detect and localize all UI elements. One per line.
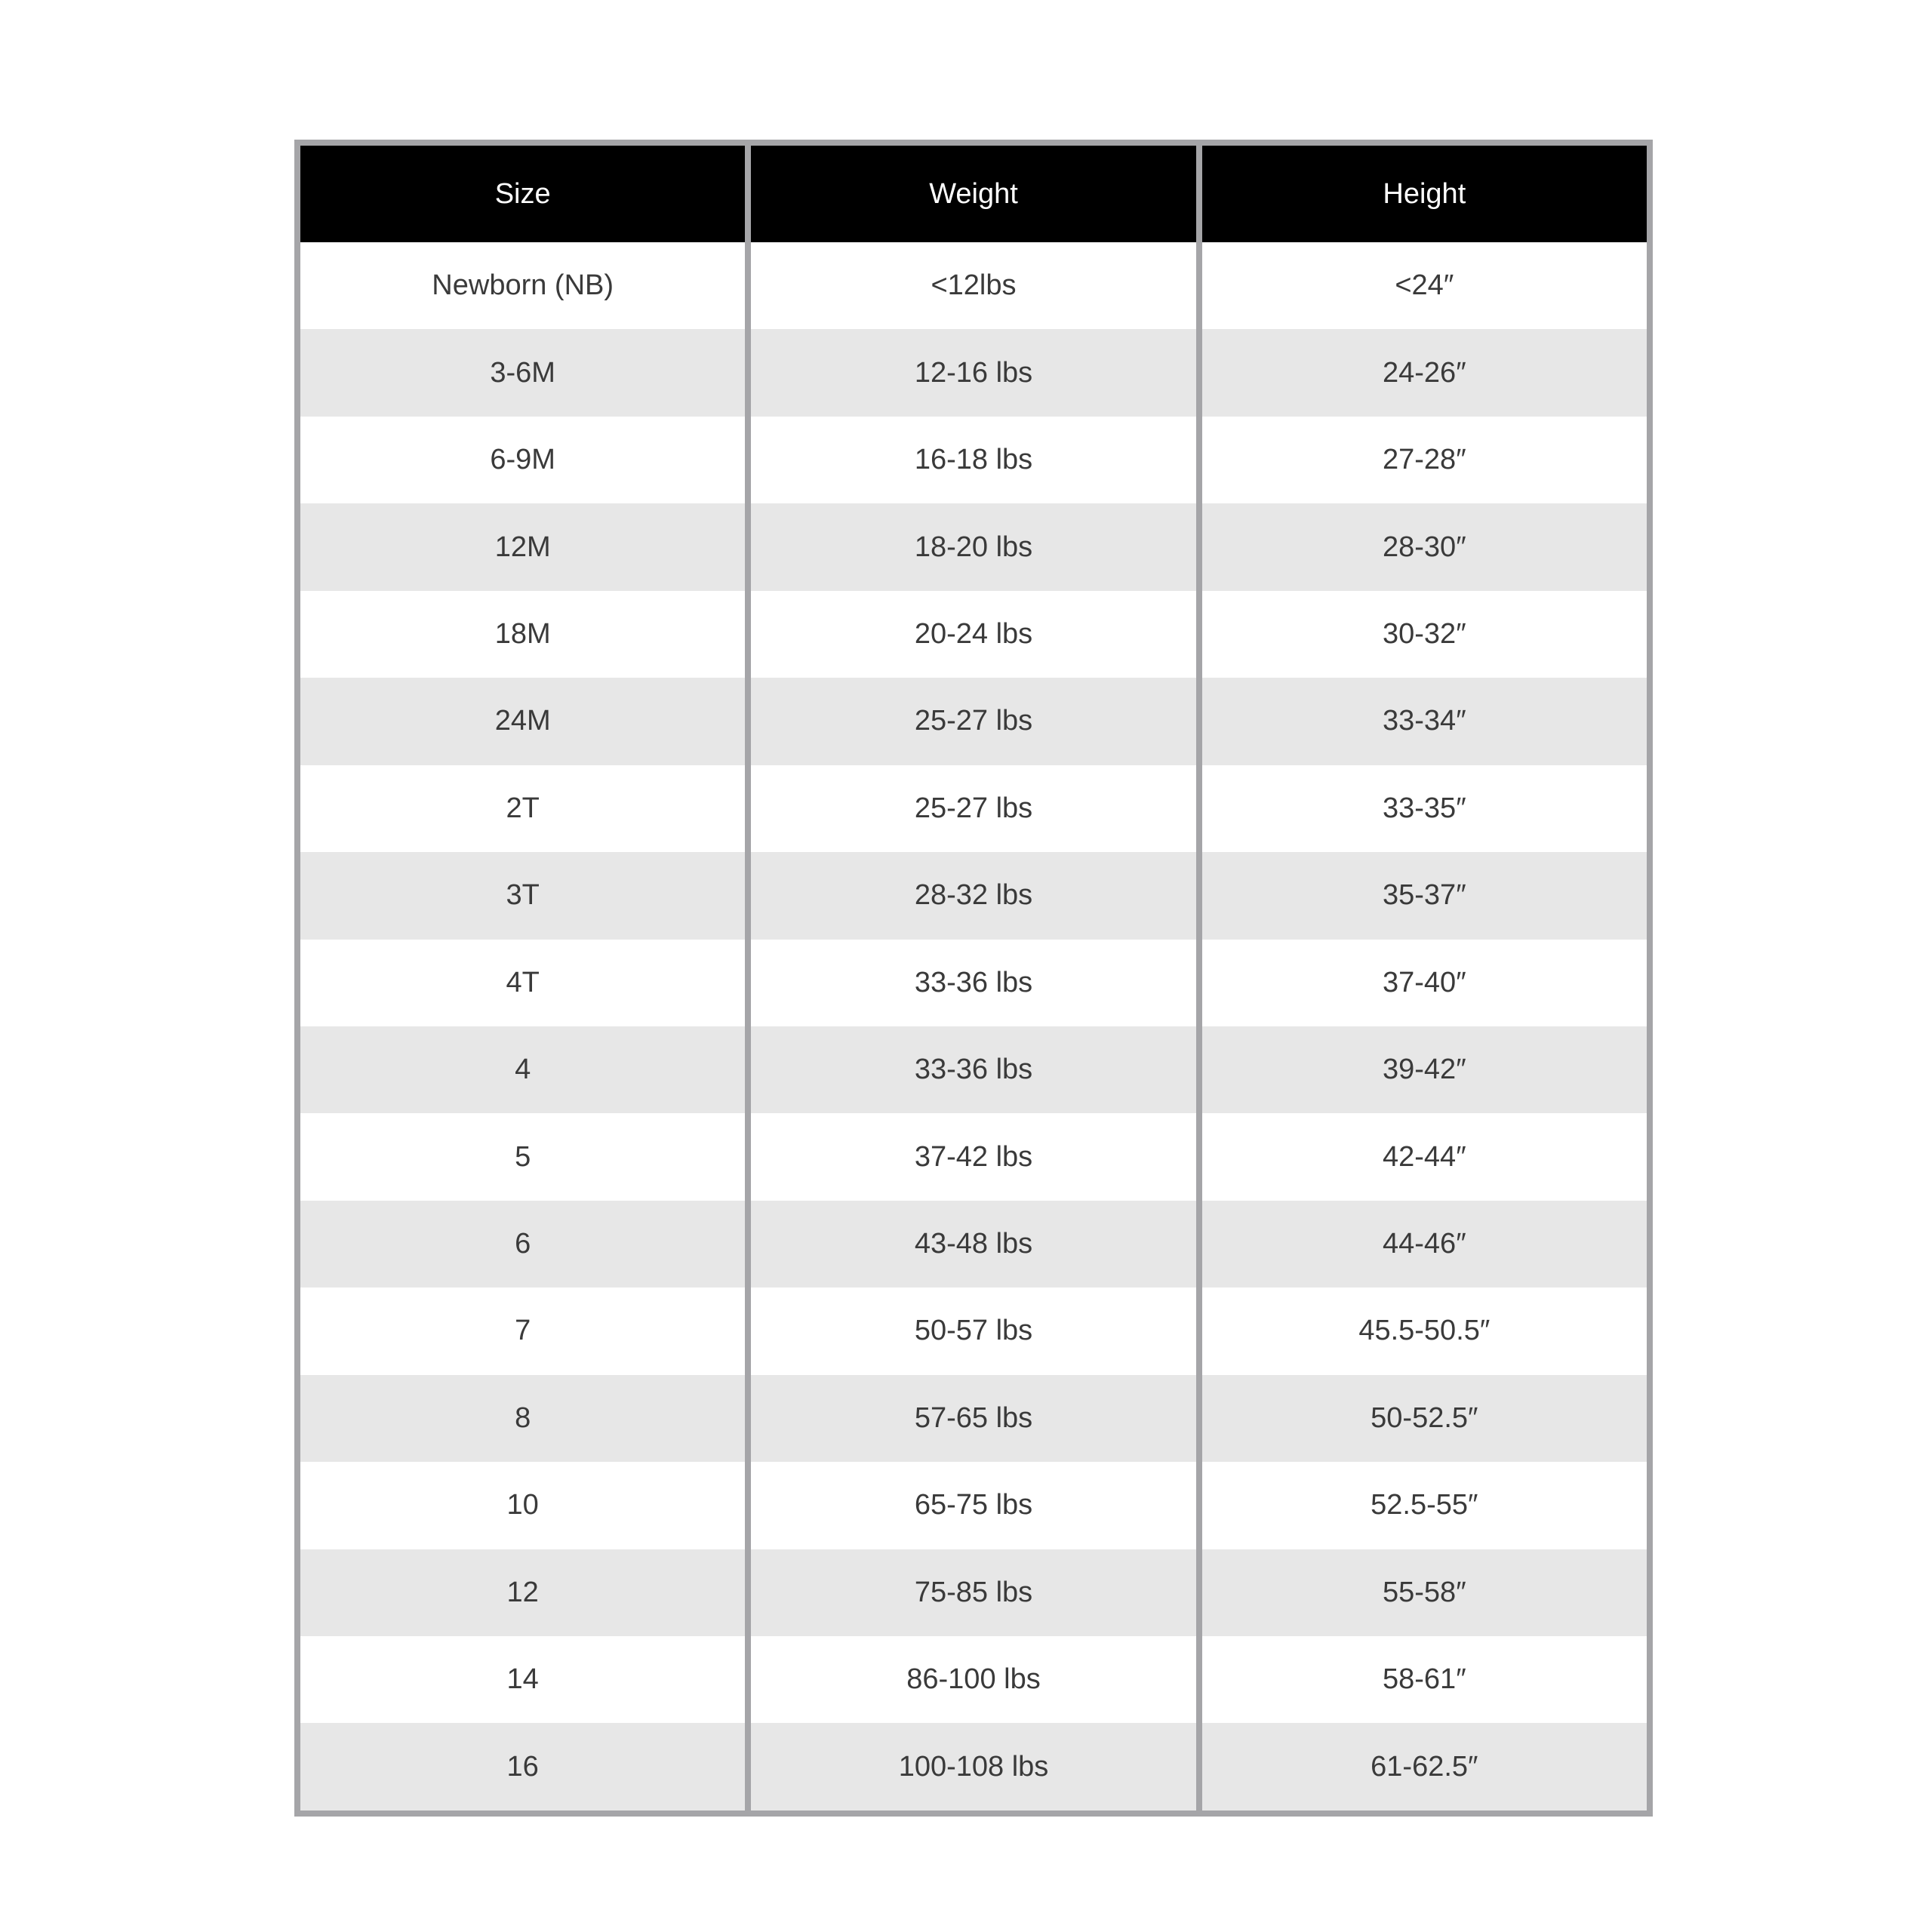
height-cell: 55-58″	[1199, 1549, 1650, 1636]
table-row	[297, 852, 1650, 939]
table-row	[297, 1201, 1650, 1287]
table-header	[297, 143, 1650, 242]
height-cell: 44-46″	[1199, 1201, 1650, 1287]
table-row	[297, 1462, 1650, 1549]
height-cell: 33-35″	[1199, 765, 1650, 852]
table-row	[297, 1723, 1650, 1814]
weight-cell: 12-16 lbs	[748, 329, 1198, 416]
height-cell: 39-42″	[1199, 1026, 1650, 1113]
weight-cell: 33-36 lbs	[748, 940, 1198, 1026]
weight-cell: 16-18 lbs	[748, 417, 1198, 503]
size-cell: 24M	[297, 678, 748, 764]
table-row	[297, 503, 1650, 590]
table-row	[297, 678, 1650, 764]
header-size: Size	[297, 143, 748, 242]
height-cell: <24″	[1199, 242, 1650, 329]
table-row	[297, 591, 1650, 678]
table-row	[297, 242, 1650, 329]
weight-cell: 43-48 lbs	[748, 1201, 1198, 1287]
height-cell: 30-32″	[1199, 591, 1650, 678]
weight-cell: 57-65 lbs	[748, 1375, 1198, 1462]
header-weight: Weight	[748, 143, 1198, 242]
table-row	[297, 417, 1650, 503]
table-row	[297, 1287, 1650, 1374]
height-cell: 24-26″	[1199, 329, 1650, 416]
height-cell: 28-30″	[1199, 503, 1650, 590]
size-cell: 4T	[297, 940, 748, 1026]
weight-cell: 65-75 lbs	[748, 1462, 1198, 1549]
height-cell: 58-61″	[1199, 1636, 1650, 1723]
weight-cell: 37-42 lbs	[748, 1113, 1198, 1200]
size-chart-table	[294, 140, 1653, 1817]
header-height: Height	[1199, 143, 1650, 242]
height-cell: 35-37″	[1199, 852, 1650, 939]
table-row	[297, 1375, 1650, 1462]
size-cell: 12	[297, 1549, 748, 1636]
table-row	[297, 329, 1650, 416]
size-cell: 2T	[297, 765, 748, 852]
size-cell: 6	[297, 1201, 748, 1287]
weight-cell: 18-20 lbs	[748, 503, 1198, 590]
size-cell: 6-9M	[297, 417, 748, 503]
table-row	[297, 1549, 1650, 1636]
weight-cell: 33-36 lbs	[748, 1026, 1198, 1113]
table-row	[297, 1113, 1650, 1200]
size-cell: 8	[297, 1375, 748, 1462]
size-cell: 3-6M	[297, 329, 748, 416]
height-cell: 42-44″	[1199, 1113, 1650, 1200]
height-cell: 27-28″	[1199, 417, 1650, 503]
weight-cell: 20-24 lbs	[748, 591, 1198, 678]
header-row	[297, 143, 1650, 242]
size-cell: 18M	[297, 591, 748, 678]
height-cell: 61-62.5″	[1199, 1723, 1650, 1814]
height-cell: 33-34″	[1199, 678, 1650, 764]
weight-cell: 28-32 lbs	[748, 852, 1198, 939]
table-row	[297, 1026, 1650, 1113]
weight-cell: 50-57 lbs	[748, 1287, 1198, 1374]
size-cell: 14	[297, 1636, 748, 1723]
table-row	[297, 940, 1650, 1026]
size-cell: 3T	[297, 852, 748, 939]
weight-cell: 25-27 lbs	[748, 765, 1198, 852]
size-cell: 16	[297, 1723, 748, 1814]
size-cell: 4	[297, 1026, 748, 1113]
weight-cell: <12lbs	[748, 242, 1198, 329]
weight-cell: 75-85 lbs	[748, 1549, 1198, 1636]
size-cell: 12M	[297, 503, 748, 590]
size-cell: 7	[297, 1287, 748, 1374]
weight-cell: 86-100 lbs	[748, 1636, 1198, 1723]
height-cell: 37-40″	[1199, 940, 1650, 1026]
size-cell: 5	[297, 1113, 748, 1200]
height-cell: 52.5-55″	[1199, 1462, 1650, 1549]
table-row	[297, 1636, 1650, 1723]
height-cell: 50-52.5″	[1199, 1375, 1650, 1462]
weight-cell: 25-27 lbs	[748, 678, 1198, 764]
table-row	[297, 765, 1650, 852]
size-cell: 10	[297, 1462, 748, 1549]
height-cell: 45.5-50.5″	[1199, 1287, 1650, 1374]
size-cell: Newborn (NB)	[297, 242, 748, 329]
table-body	[297, 242, 1650, 1814]
weight-cell: 100-108 lbs	[748, 1723, 1198, 1814]
